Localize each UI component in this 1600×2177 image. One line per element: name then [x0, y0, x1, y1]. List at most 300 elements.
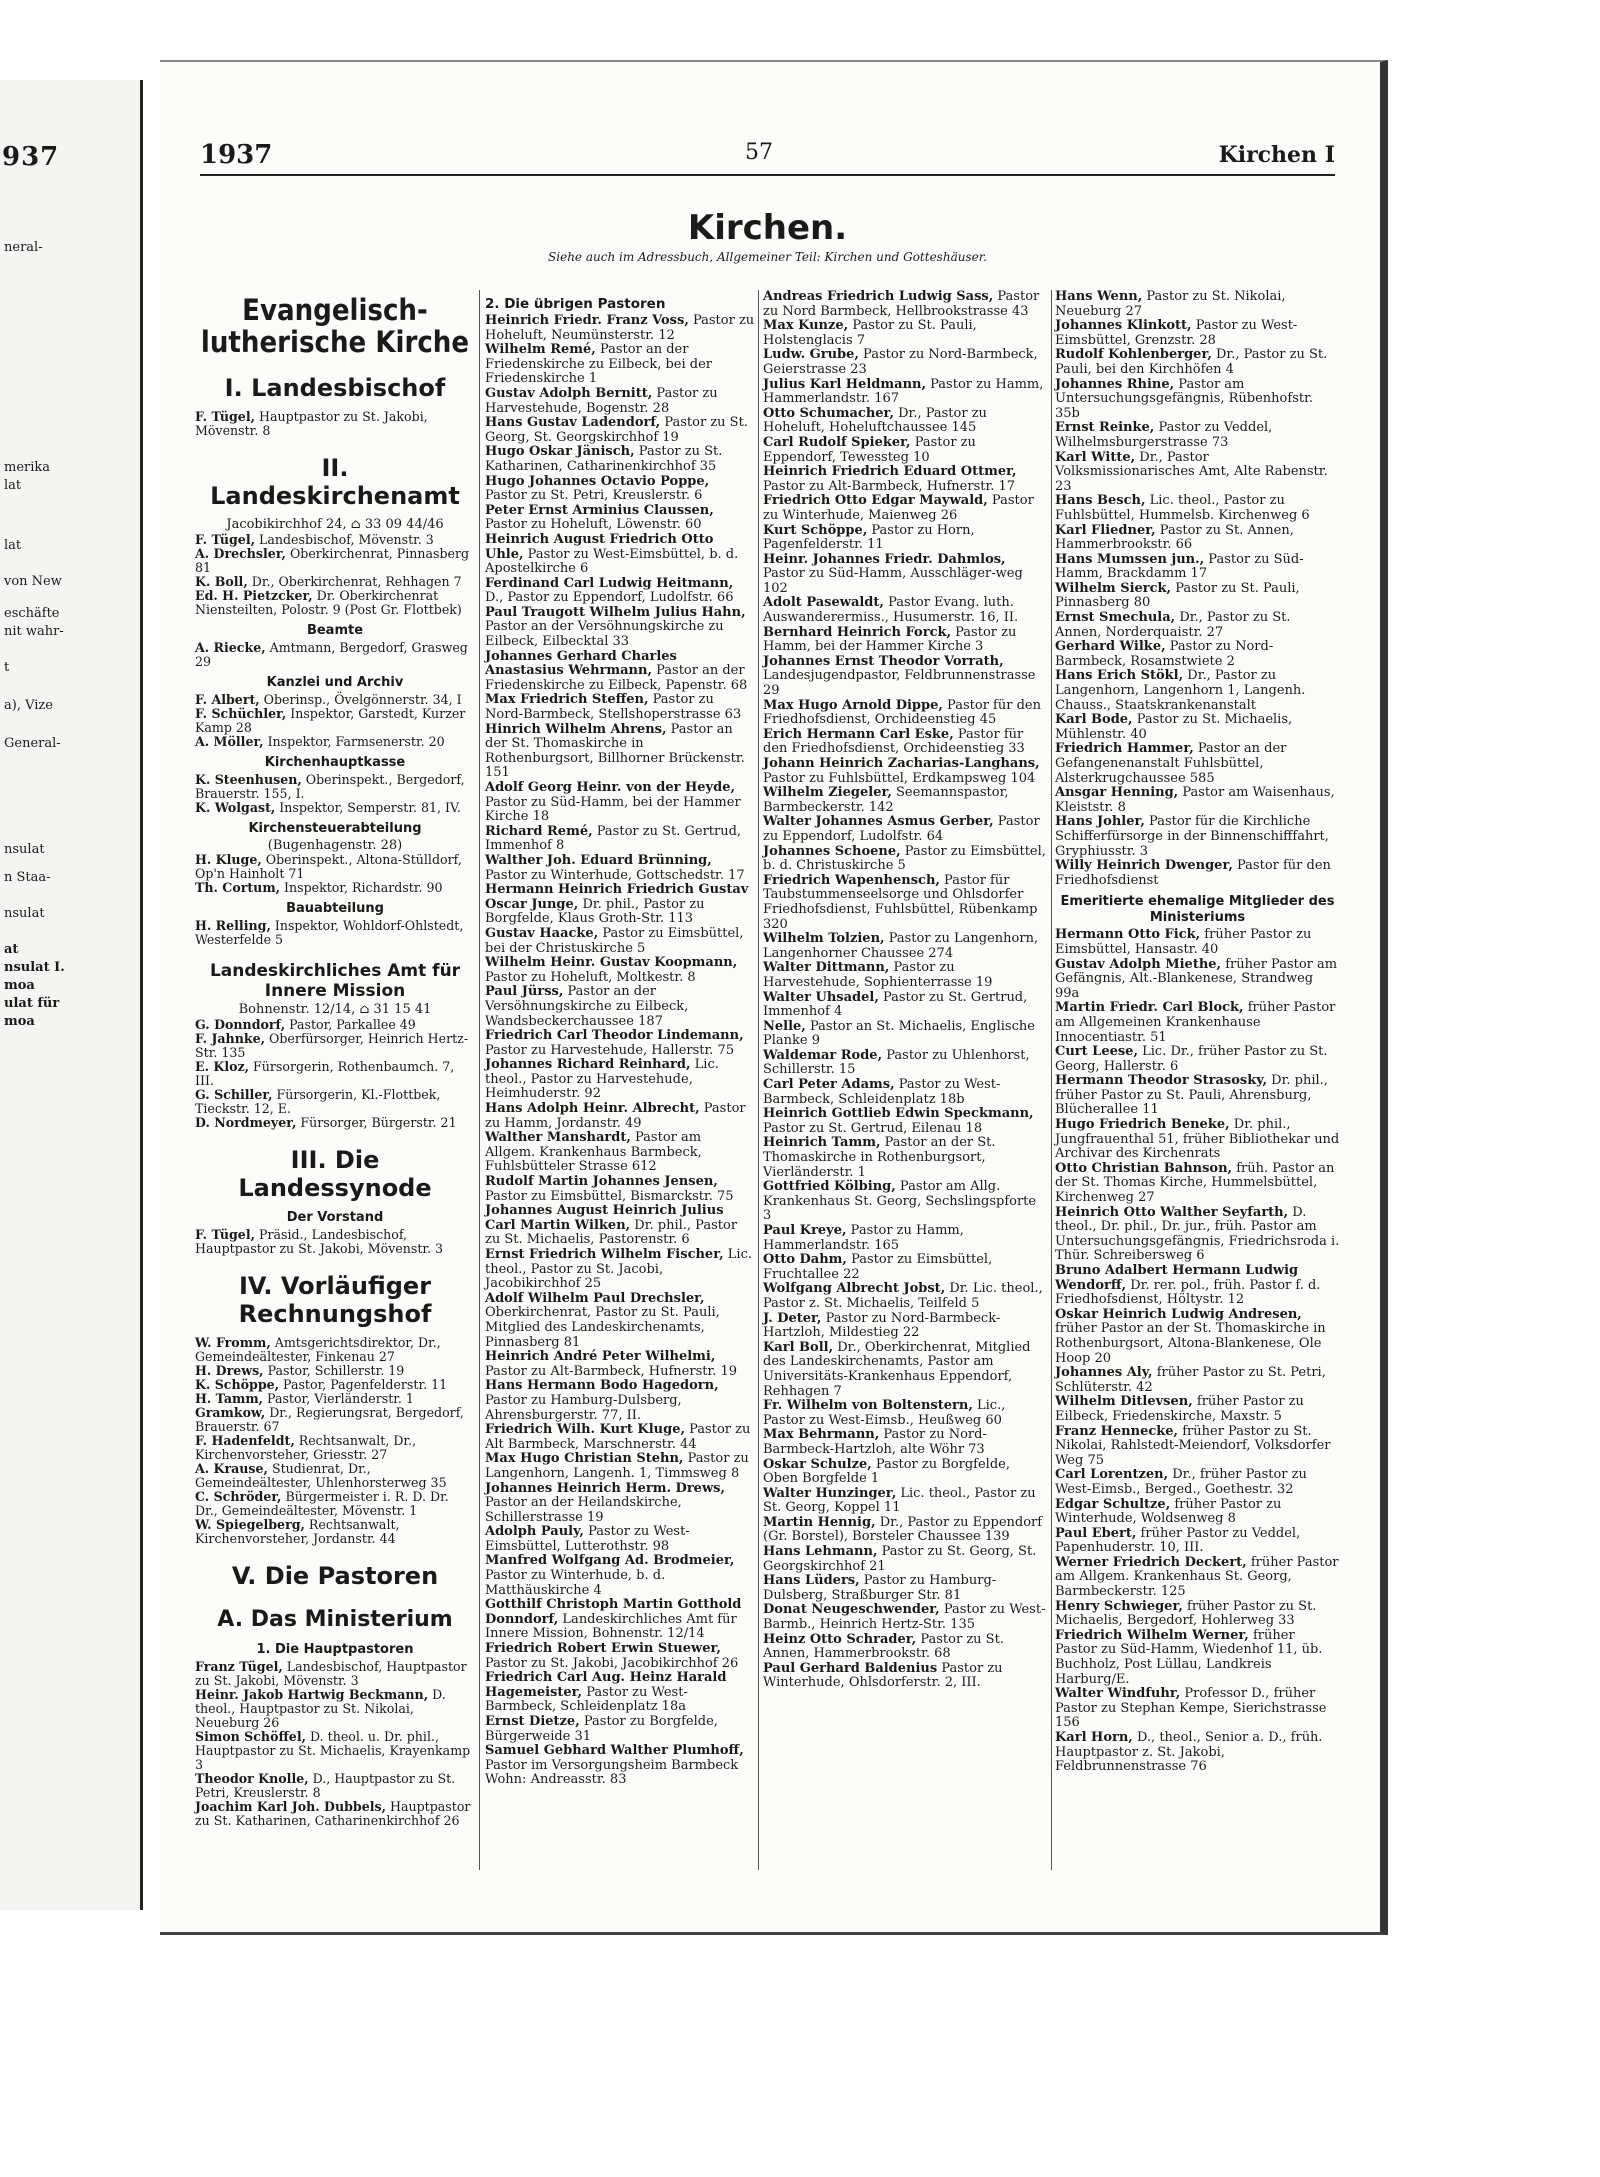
directory-entry: [1055, 378, 1340, 422]
entry-details: D. theol., Hauptpastor zu St. Nikolai, Neueburg 26: [195, 1686, 446, 1730]
directory-entry: [485, 1598, 755, 1642]
entry-name: Friedrich Wapenhensch,: [763, 872, 940, 888]
entry-details: Pastor zu Süd-Hamm, Ausschläger-weg 102: [763, 566, 1023, 596]
entry-details: Bürgermeister i. R. D. Dr. Dr., Gemeindeältester, Mövenstr. 1: [195, 1488, 449, 1518]
directory-entry: [195, 1018, 475, 1032]
entry-name: F. Albert,: [195, 691, 260, 707]
entry-details: Landesjugendpastor, Feldbrunnenstrasse 29: [763, 668, 1036, 699]
directory-entry: [485, 1379, 755, 1423]
directory-entry: [763, 1020, 1048, 1049]
entry-name: W. Fromm,: [195, 1334, 271, 1350]
directory-entry: [195, 881, 475, 895]
entry-details: Pastor an der Friedenskirche zu Eilbeck, bei der Friedenskirche 1: [485, 342, 713, 387]
entry-details: Landesbischof, Hauptpastor zu St. Jakobi, Mövenstr. 3: [195, 1658, 467, 1688]
entry-details: früher Pastor zu Eimsbüttel, Hansastr. 40: [1055, 927, 1312, 957]
previous-page-fragment: von New: [4, 574, 62, 589]
entry-name: Johann Heinrich Zacharias-Langhans,: [763, 756, 1040, 771]
entry-details: Präsid., Landesbischof, Hauptpastor zu St. Jakobi, Mövenstr. 3: [195, 1226, 444, 1256]
entry-details: Pastor an der Friedenskirche zu Eilbeck, Papenstr. 68: [485, 663, 748, 693]
entry-details: Pastor zu Harvestehude, Sophienterrasse 19: [763, 960, 993, 990]
entry-details: Pastor zu Eimsbüttel, b. d. Christuskirche 5: [763, 843, 1046, 874]
directory-entry: [485, 781, 755, 825]
directory-entry: [485, 1525, 755, 1554]
directory-entry: [1055, 290, 1340, 319]
entry-details: Pastor zu West-Barmbeck, Schleidenplatz 18b: [763, 1077, 1001, 1107]
entry-name: Edgar Schultze,: [1055, 1496, 1171, 1512]
directory-entry: [195, 693, 475, 707]
entry-name: Heinr. Johannes Friedr. Dahmlos,: [763, 551, 1006, 567]
previous-page-fragment: moa: [4, 1014, 35, 1029]
section-heading: Kirchenhauptkasse: [264, 754, 406, 770]
directory-entry: [485, 416, 755, 445]
entry-name: Adolf Wilhelm Paul Drechsler,: [485, 1290, 705, 1306]
entry-name: Nelle,: [763, 1018, 806, 1034]
directory-entry: [763, 1516, 1048, 1545]
entry-name: Theodor Knolle,: [195, 1770, 309, 1786]
entry-details: früher Pastor zu Süd-Hamm, Wiedenhof 11, üb. Buchholz, Post Lüllau, Landkreis Harburg/E.: [1055, 1627, 1323, 1687]
entry-name: H. Drews,: [195, 1362, 264, 1378]
directory-entry: [763, 845, 1048, 874]
entry-name: Walter Johannes Asmus Gerber,: [763, 814, 994, 830]
entry-name: Th. Cortum,: [195, 880, 281, 896]
directory-entry: [485, 314, 755, 343]
entry-details: Pastor zu Fuhlsbüttel, Erdkampsweg 104: [763, 770, 1036, 786]
entry-details: Pastor zu Winterhude, Gottschedstr. 17: [485, 867, 745, 883]
directory-entry: [1055, 958, 1340, 1002]
entry-details: Pastor zu Hamm, Hammerlandstr. 167: [763, 376, 1044, 407]
entry-details: Pastor zu St. Gertrud, Immenhof 4: [763, 989, 1028, 1020]
directory-entry: [485, 387, 755, 416]
directory-entry: [763, 378, 1048, 407]
entry-details: Pastor zu West-Eimsbüttel, Grenzstr. 28: [1055, 318, 1298, 348]
entry-name: A. Krause,: [195, 1460, 268, 1476]
entry-details: Pastor zu Eppendorf, Tewessteg 10: [763, 434, 976, 465]
directory-entry: [763, 1399, 1048, 1428]
entry-details: Dr., Pastor zu St. Annen, Norderquaistr. 27: [1055, 610, 1291, 640]
entry-details: Pastor zu St. Pauli, Holstenglacis 7: [763, 318, 977, 348]
directory-entry: [485, 723, 755, 781]
entry-name: F. Tügel,: [195, 531, 255, 547]
directory-entry: [763, 991, 1048, 1020]
entry-name: Johannes Gerhard Charles Anastasius Wehrmann,: [485, 648, 677, 679]
entry-name: Hans Hermann Bodo Hagedorn,: [485, 1378, 719, 1394]
directory-entry: [763, 1603, 1048, 1632]
entry-name: Paul Kreye,: [763, 1223, 847, 1238]
directory-entry: [1055, 1074, 1340, 1118]
entry-details: Pastor zu St. Georg, St. Georgskirchhof 21: [763, 1544, 1037, 1574]
entry-details: Lic. Dr., früher Pastor zu St. Georg, Hallerstr. 6: [1055, 1044, 1328, 1074]
entry-name: Willy Heinrich Dwenger,: [1055, 858, 1233, 874]
entry-name: Paul Traugott Wilhelm Julius Hahn,: [485, 604, 746, 620]
directory-entry: [1055, 1001, 1340, 1045]
entry-details: Pastor zu Nord-Barmbeck, Stellshoperstrasse 63: [485, 692, 742, 723]
directory-entry: [1055, 421, 1340, 450]
entry-name: Wilhelm Heinr. Gustav Koopmann,: [485, 955, 738, 971]
entry-name: Ludw. Grube,: [763, 347, 859, 363]
entry-name: Wilhelm Sierck,: [1055, 580, 1172, 596]
section-heading: 1. Die Hauptpastoren: [256, 1641, 414, 1657]
entry-name: Johannes Rhine,: [1055, 376, 1175, 392]
entry-name: Heinrich Gottlieb Edwin Speckmann,: [763, 1106, 1034, 1122]
entry-details: Fürsorgerin, Rothenbaumch. 7, III.: [195, 1058, 455, 1088]
directory-entry: [485, 693, 755, 722]
entry-details: früher Pastor am Allgemeinen Krankenhause Innocentiastr. 51: [1055, 1000, 1336, 1045]
entry-details: Pastor zu Nord-Barmbeck-Hartzloh, Mildestieg 22: [763, 1310, 1001, 1341]
directory-entry: [763, 1458, 1048, 1487]
entry-details: Pastor am Allg. Krankenhaus St. Georg, Sechslingspforte 3: [763, 1179, 1037, 1224]
entry-name: Ernst Reinke,: [1055, 420, 1155, 436]
directory-entry: [195, 641, 475, 669]
entry-name: Johannes Ernst Theodor Vorrath,: [763, 653, 1004, 669]
entry-name: Hugo Friedrich Beneke,: [1055, 1117, 1230, 1133]
entry-details: Pastor zu Borgfelde, Oben Borgfelde 1: [763, 1456, 1010, 1487]
entry-name: Paul Gerhard Baldenius: [763, 1660, 938, 1676]
directory-entry: [485, 1131, 755, 1175]
directory-entry: [763, 1136, 1048, 1180]
directory-entry: [1055, 1118, 1340, 1162]
directory-entry: [763, 1078, 1048, 1107]
directory-entry: [1055, 582, 1340, 611]
entry-name: Heinrich August Friedrich Otto Uhle,: [485, 531, 714, 562]
entry-name: Ed. H. Pietzcker,: [195, 587, 313, 603]
entry-details: Pastor zu St. Petri, Kreuslerstr. 6: [485, 488, 703, 504]
entry-name: Otto Dahm,: [763, 1252, 847, 1268]
entry-name: Carl Lorentzen,: [1055, 1467, 1169, 1483]
entry-details: Pastor zu Alt Barmbeck, Marschnerstr. 44: [485, 1422, 751, 1452]
entry-name: Johannes August Heinrich Julius Carl Martin Wilken,: [485, 1203, 724, 1233]
entry-name: H. Tamm,: [195, 1390, 264, 1406]
entry-details: Pastor an der St. Thomaskirche in Rothenburgsort, Billhorner Brückenstr. 151: [485, 721, 745, 781]
entry-name: Wilhelm Remé,: [485, 342, 596, 358]
directory-entry: [763, 1428, 1048, 1457]
entry-name: Ernst Smechula,: [1055, 610, 1176, 626]
section-heading: Kirchensteuerabteilung: [248, 820, 422, 836]
entry-details: Pastor Evang. luth. Auswanderermiss., Husumerstr. 16, II.: [763, 595, 1019, 626]
entry-name: F. Jahnke,: [195, 1030, 265, 1046]
entry-name: A. Möller,: [195, 733, 264, 749]
entry-name: Friedrich Carl Aug. Heinz Harald Hagemeister,: [485, 1670, 727, 1700]
previous-page-fragment: n Staa-: [4, 870, 51, 885]
entry-name: Carl Peter Adams,: [763, 1077, 895, 1093]
entry-details: Landeskirchliches Amt für Innere Mission, Bohnenstr. 12/14: [485, 1611, 737, 1642]
entry-name: Friedrich Hammer,: [1055, 741, 1194, 757]
entry-name: Hans Besch,: [1055, 493, 1146, 509]
directory-entry: [195, 773, 475, 801]
directory-entry: [485, 445, 755, 474]
entry-details: Dr. phil., Jungfrauenthal 51, früher Bibliothekar und Archivar des Kirchenrats: [1055, 1117, 1340, 1162]
entry-details: Dr., Pastor zu St. Pauli, bei den Kirchhöfen 4: [1055, 347, 1328, 377]
directory-entry: [485, 475, 755, 504]
directory-entry: [485, 825, 755, 854]
directory-entry: [763, 1224, 1048, 1253]
entry-details: Pastor für Taubstummenseelsorge und Ohlsdorfer Friedhofsdienst, Fuhlsbüttel, Rübenkamp 320: [763, 872, 1038, 932]
section-address: Bohnenstr. 12/14, ⌂ 31 15 41: [238, 1002, 432, 1018]
entry-details: Pastor zu Hamburg-Dulsberg, Straßburger Str. 81: [763, 1573, 997, 1603]
entry-name: Oskar Heinrich Ludwig Andresen,: [1055, 1306, 1302, 1322]
entry-name: Heinz Otto Schrader,: [763, 1631, 917, 1647]
entry-name: Hermann Theodor Strasosky,: [1055, 1073, 1268, 1089]
entry-details: Pastor, Vierländerstr. 1: [263, 1390, 414, 1406]
directory-entry: [195, 1378, 475, 1392]
entry-details: Inspektor, Garstedt, Kurzer Kamp 28: [195, 705, 466, 735]
entry-name: Bruno Adalbert Hermann Ludwig Wendorff,: [1055, 1263, 1299, 1293]
entry-name: Gustav Adolph Miethe,: [1055, 956, 1222, 972]
directory-entry: [195, 801, 475, 815]
directory-entry: [485, 1029, 755, 1058]
page-subtitle: Siehe auch im Adressbuch, Allgemeiner Teil: Kirchen und Gotteshäuser.: [548, 250, 987, 264]
entry-name: Wilhelm Tolzien,: [763, 931, 885, 947]
directory-entry: [1055, 742, 1340, 786]
directory-entry: [195, 1730, 475, 1772]
directory-entry: [485, 1671, 755, 1715]
entry-details: Pastor zu Horn, Pagenfelderstr. 11: [763, 522, 975, 553]
directory-entry: [195, 1060, 475, 1088]
entry-details: Pastor zu Winterhude, Ohlsdorferstr. 2, III.: [763, 1660, 1003, 1691]
entry-details: Pastor zu Süd-Hamm, Brackdamm 17: [1055, 551, 1304, 582]
entry-details: Pastor zu St. Georg, St. Georgskirchhof 19: [485, 415, 748, 445]
entry-details: früher Pastor zu Veddel, Papenhuderstr. 10, III.: [1055, 1525, 1301, 1556]
entry-name: Adolph Pauly,: [485, 1524, 584, 1540]
entry-name: Karl Fliedner,: [1055, 522, 1156, 538]
entry-name: Franz Hennecke,: [1055, 1423, 1179, 1439]
directory-entry: [1055, 348, 1340, 377]
directory-entry: [485, 1058, 755, 1102]
entry-name: Walter Hunzinger,: [763, 1485, 897, 1501]
directory-entry: [1055, 1629, 1340, 1687]
directory-entry: [763, 436, 1048, 465]
directory-entry: [763, 1487, 1048, 1516]
entry-name: Martin Friedr. Carl Block,: [1055, 1000, 1244, 1016]
directory-entry: [485, 533, 755, 577]
entry-details: D. theol. u. Dr. phil., Hauptpastor zu St. Michaelis, Krayenkamp 3: [195, 1728, 471, 1772]
directory-entry: [763, 874, 1048, 932]
entry-name: Johannes Richard Reinhard,: [485, 1057, 691, 1073]
entry-details: Oberfürsorger, Heinrich Hertz-Str. 135: [195, 1030, 469, 1060]
entry-details: Pastor zu St. Nikolai, Neueburg 27: [1055, 289, 1286, 319]
directory-entry: [1055, 1045, 1340, 1074]
entry-details: Inspektor, Farmsenerstr. 20: [263, 733, 445, 749]
entry-details: Oberinspekt., Bergedorf, Brauerstr. 155, I.: [195, 771, 465, 801]
page-header: [200, 140, 1335, 176]
entry-details: früher Pastor zu St. Nikolai, Rahlstedt-Meiendorf, Volksdorfer Weg 75: [1055, 1423, 1331, 1468]
entry-details: Landesbischof, Mövenstr. 3: [255, 531, 434, 547]
entry-details: D., Hauptpastor zu St. Petri, Kreuslerstr. 8: [195, 1770, 456, 1800]
directory-entry: [485, 1554, 755, 1598]
directory-entry: [763, 319, 1048, 348]
directory-entry: [195, 853, 475, 881]
entry-details: Pastor am Untersuchungsgefängnis, Rübenhofstr. 35b: [1055, 376, 1314, 421]
entry-details: Dr., Pastor Volksmissionarisches Amt, Alte Rabenstr. 23: [1055, 449, 1328, 494]
directory-entry: [763, 961, 1048, 990]
entry-name: Friedrich Carl Theodor Lindemann,: [485, 1028, 744, 1044]
directory-entry: [195, 1088, 475, 1116]
directory-entry: [485, 343, 755, 387]
section-heading: 2. Die übrigen Pastoren: [485, 296, 666, 312]
directory-entry: [1055, 1264, 1340, 1308]
entry-name: K. Schöppe,: [195, 1376, 280, 1392]
directory-entry: [485, 1350, 755, 1379]
entry-details: früher Pastor zu Winterhude, Woldsenweg 8: [1055, 1496, 1282, 1527]
entry-name: F. Hadenfeldt,: [195, 1432, 295, 1448]
entry-name: Rudolf Martin Johannes Jensen,: [485, 1174, 718, 1190]
entry-details: früh. Pastor an der St. Thomas Kirche, Hummelsbüttel, Kirchenweg 27: [1055, 1160, 1335, 1206]
directory-entry: [1055, 640, 1340, 669]
previous-page-fragment: ulat für: [4, 996, 60, 1011]
entry-name: Gotthilf Christoph Martin Gotthold Donndorf,: [485, 1597, 742, 1627]
entry-name: Friedrich Wilhelm Werner,: [1055, 1627, 1249, 1643]
entry-name: K. Boll,: [195, 573, 248, 589]
section-heading: I. Landesbischof: [224, 374, 446, 402]
entry-details: Pastor am Allgem. Krankenhaus Barmbeck, Fuhlsbütteler Strasse 612: [485, 1130, 702, 1175]
entry-details: Pastor zu Borgfelde, Bürgerweide 31: [485, 1714, 718, 1744]
entry-name: Wilhelm Ziegeler,: [763, 785, 892, 801]
entry-name: Gustav Haacke,: [485, 925, 599, 941]
entry-name: C. Schröder,: [195, 1488, 282, 1504]
entry-details: Pastor zu St. Pauli, Pinnasberg 80: [1055, 580, 1300, 611]
previous-page-fragment: t: [4, 660, 10, 675]
previous-page-fragment: neral-: [4, 240, 43, 255]
entry-details: Dr., Regierungsrat, Bergedorf, Brauerstr. 67: [195, 1404, 464, 1434]
entry-details: früher Pastor am Gefängnis, Alt.-Blankenese, Strandweg 99a: [1055, 956, 1338, 1001]
directory-entry: [195, 735, 475, 749]
directory-entry: [763, 348, 1048, 377]
entry-details: Pastor zu St. Annen, Hammerbrookstr. 66: [1055, 522, 1294, 553]
entry-details: Pastor für den Friedhofsdienst, Orchideenstieg 45: [763, 697, 1041, 728]
entry-name: Johannes Aly,: [1055, 1365, 1153, 1381]
entry-name: Peter Ernst Arminius Claussen,: [485, 502, 714, 518]
directory-entry: [1055, 1206, 1340, 1264]
entry-details: früher Pastor zu Eilbeck, Friedenskirche, Maxstr. 5: [1055, 1394, 1304, 1424]
entry-details: Pastor an der Gefangenenanstalt Fuhlsbüttel, Alsterkrugchaussee 585: [1055, 741, 1287, 786]
directory-entry: [763, 1662, 1048, 1691]
directory-entry: [485, 606, 755, 650]
entry-details: Lic. theol., Pastor zu Harvestehude, Heimhuderstr. 92: [485, 1057, 719, 1102]
entry-name: Hans Gustav Ladendorf,: [485, 415, 661, 431]
entry-details: Pastor zu West-Barmb., Heinrich Hertz-Str. 135: [763, 1602, 1046, 1633]
entry-details: Pastor zu Eimsbüttel, Fruchtallee 22: [763, 1252, 993, 1282]
entry-name: Hans Lüders,: [763, 1573, 860, 1589]
directory-entry: [1055, 611, 1340, 640]
directory-entry: [1055, 553, 1340, 582]
directory-entry: [1055, 786, 1340, 815]
entry-name: G. Donndorf,: [195, 1016, 286, 1032]
entry-name: Hans Johler,: [1055, 814, 1145, 830]
entry-details: Pastor zu Nord-Barmbeck, Geierstrasse 23: [763, 347, 1038, 377]
entry-details: Pastor zu St. Jakobi, Jacobikirchhof 26: [485, 1655, 739, 1671]
entry-details: Oberinspekt., Altona-Stülldorf, Op'n Hainholt 71: [195, 852, 462, 882]
entry-name: Wolfgang Albrecht Jobst,: [763, 1281, 946, 1297]
entry-name: F. Schüchler,: [195, 705, 287, 721]
entry-details: Pastor zu Hoheluft, Moltkestr. 8: [485, 969, 696, 985]
directory-entry: [1055, 1468, 1340, 1497]
entry-name: Gustav Adolph Bernitt,: [485, 385, 653, 401]
section-heading: IV. Vorläufiger Rechnungshof: [238, 1271, 432, 1328]
entry-details: früher Pastor zu St. Michaelis, Bergedorf, Hohlerweg 33: [1055, 1598, 1317, 1629]
directory-entry: [763, 465, 1048, 494]
header-section: Kirchen I: [1218, 142, 1335, 168]
directory-entry: [1055, 1527, 1340, 1556]
entry-name: Andreas Friedrich Ludwig Sass,: [763, 289, 994, 304]
entry-name: Fr. Wilhelm von Boltenstern,: [763, 1398, 973, 1414]
entry-name: G. Schiller,: [195, 1086, 273, 1102]
section-heading: Bauabteilung: [286, 901, 384, 917]
entry-details: Pastor, Pagenfelderstr. 11: [279, 1376, 448, 1392]
column-1: [195, 290, 475, 1828]
directory-entry: [485, 1292, 755, 1350]
directory-entry: [195, 1660, 475, 1688]
entry-name: Gramkow,: [195, 1404, 266, 1420]
entry-name: Walter Uhsadel,: [763, 989, 879, 1005]
entry-details: Pastor zu Hamm, Hammerlandstr. 165: [763, 1223, 964, 1253]
directory-entry: [195, 533, 475, 547]
entry-details: Pastor zu St. Annen, Hammerbrookstr. 68: [763, 1631, 1004, 1662]
directory-entry: [1055, 494, 1340, 523]
directory-entry: [195, 1518, 475, 1546]
directory-entry: [485, 1744, 755, 1788]
entry-details: Lic. theol., Pastor zu St. Jacobi, Jacobikirchhof 25: [485, 1247, 752, 1292]
entry-name: D. Nordmeyer,: [195, 1114, 297, 1130]
directory-entry: [1055, 1308, 1340, 1366]
directory-entry: [763, 1253, 1048, 1282]
entry-details: Pastor zu Hamburg-Dulsberg, Ahrensburgerstr. 77, II.: [485, 1392, 682, 1423]
section-heading: III. Die Landessynode: [238, 1145, 432, 1202]
directory-entry: [763, 1545, 1048, 1574]
directory-entry: [195, 410, 475, 438]
previous-page-fragment: nit wahr-: [4, 624, 64, 639]
entry-details: Pastor an der St. Thomaskirche in Rothenburgsort, Vierländerstr. 1: [763, 1135, 996, 1180]
directory-entry: [195, 575, 475, 589]
entry-name: Karl Bode,: [1055, 712, 1133, 728]
entry-name: Paul Ebert,: [1055, 1525, 1137, 1541]
entry-name: Carl Rudolf Spieker,: [763, 434, 911, 450]
entry-details: Pastor zu Nord Barmbeck, Hellbrookstrasse 43: [763, 289, 1040, 319]
entry-details: Dr., früher Pastor zu West-Eimsb., Berged., Goethestr. 32: [1055, 1467, 1307, 1497]
directory-entry: [763, 524, 1048, 553]
entry-details: Dr., Pastor zu Hoheluft, Hoheluftchaussee 145: [763, 405, 987, 436]
directory-entry: [763, 494, 1048, 523]
column-rule: [479, 290, 480, 1870]
entry-name: Samuel Gebhard Walther Plumhoff,: [485, 1743, 744, 1759]
section-heading: A. Das Ministerium: [217, 1606, 453, 1632]
directory-entry: [1055, 1498, 1340, 1527]
entry-details: Hauptpastor zu St. Jakobi, Mövenstr. 8: [195, 409, 428, 438]
directory-entry: [763, 1107, 1048, 1136]
section-heading: Landeskirchliches Amt für Innere Mission: [209, 961, 461, 1002]
entry-name: Karl Horn,: [1055, 1730, 1133, 1745]
previous-page-fragment: merika: [4, 460, 51, 475]
entry-name: Otto Schumacher,: [763, 405, 894, 421]
directory-entry: [763, 699, 1048, 728]
entry-details: Pastor zu Harvestehude, Hallerstr. 75: [485, 1042, 735, 1058]
entry-name: Ansgar Henning,: [1055, 785, 1179, 801]
directory-entry: [485, 1175, 755, 1204]
entry-details: Pastor zu Eimsbüttel, Bismarckstr. 75: [485, 1188, 734, 1204]
entry-name: Hugo Oskar Jänisch,: [485, 444, 635, 460]
page-title: Kirchen.: [687, 208, 848, 248]
entry-name: Richard Remé,: [485, 823, 593, 839]
column-2: [485, 290, 755, 1788]
entry-details: Oberkirchenrat, Pinnasberg 81: [195, 545, 470, 575]
entry-name: E. Kloz,: [195, 1058, 250, 1074]
header-page-number: 57: [745, 140, 773, 165]
entry-details: D. theol., Dr. phil., Dr. jur., früh. Pastor am Untersuchungsgefängnis, Friedrichsroda i. Thür. Schreibersweg 6: [1055, 1204, 1340, 1264]
directory-entry: [195, 1406, 475, 1434]
entry-details: Fürsorger, Bürgerstr. 21: [296, 1114, 457, 1130]
entry-details: Dr. phil., früher Pastor zu St. Pauli, Ahrensburg, Blücherallee 11: [1055, 1073, 1328, 1118]
entry-details: Dr. Oberkirchenrat Niensteilten, Polostr. 9 (Post Gr. Flottbek): [195, 587, 462, 617]
entry-name: Gerhard Wilke,: [1055, 639, 1166, 655]
entry-name: Heinrich Friedr. Franz Voss,: [485, 313, 689, 328]
